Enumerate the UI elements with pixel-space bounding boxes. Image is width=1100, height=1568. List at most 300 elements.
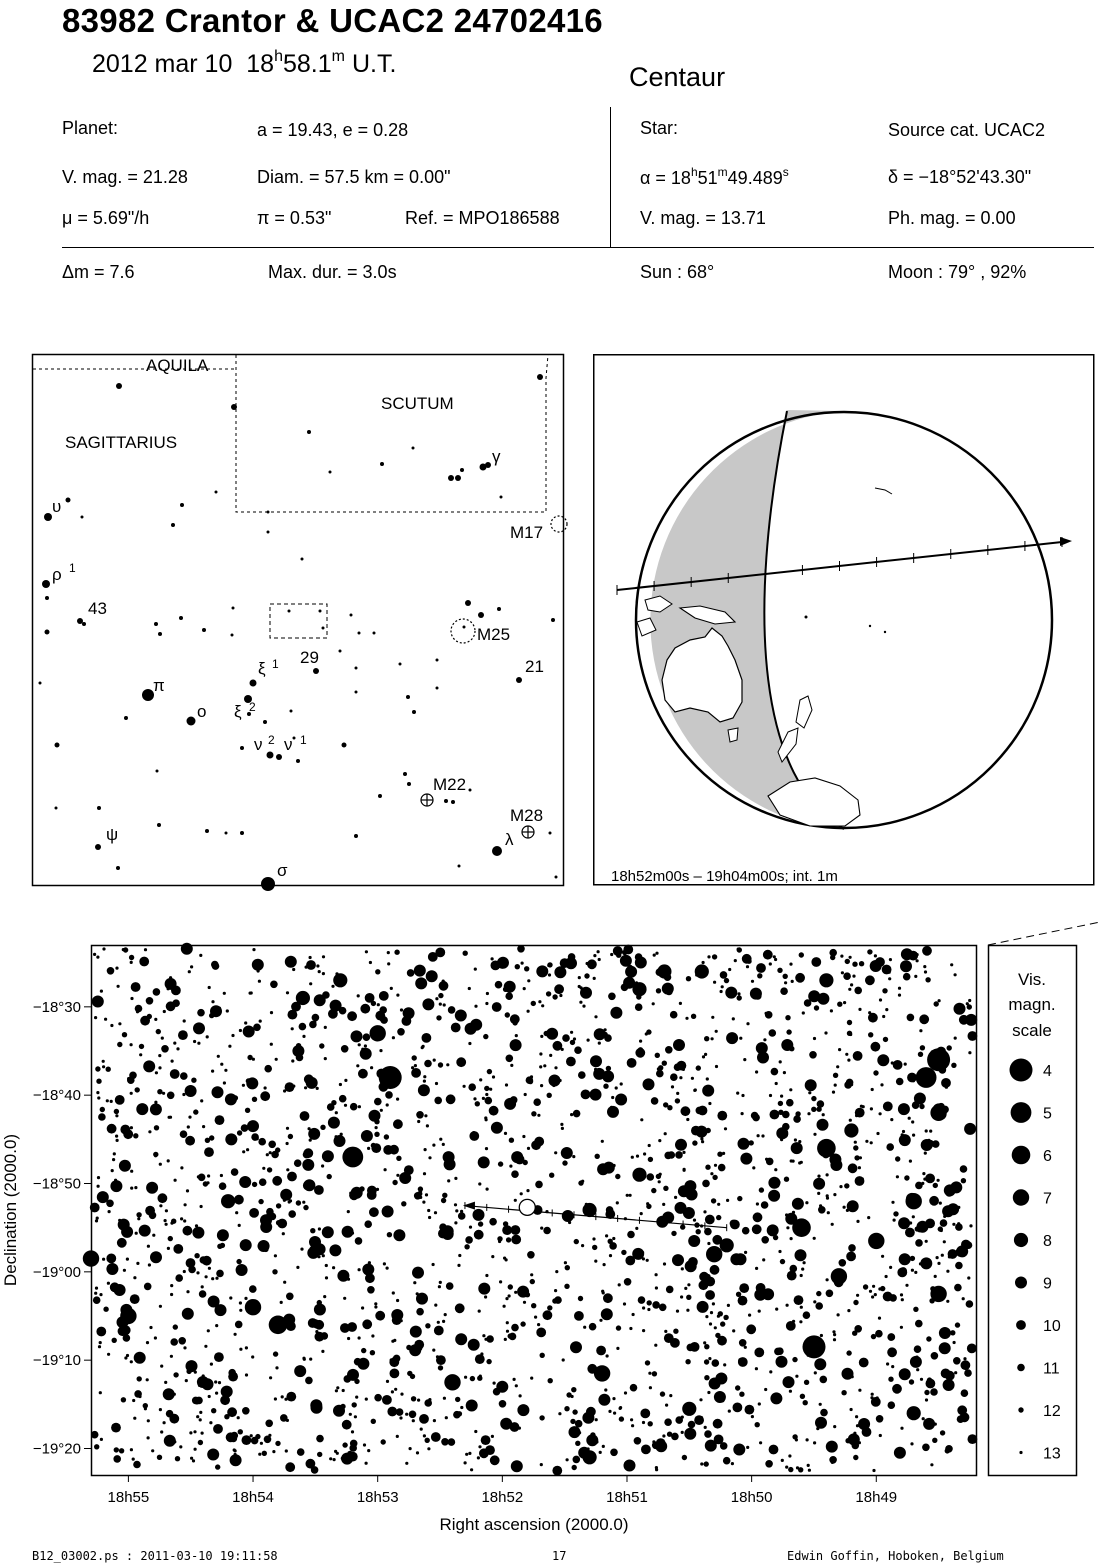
field-star xyxy=(539,1052,542,1055)
field-star xyxy=(888,977,891,980)
field-star xyxy=(123,947,128,952)
field-star xyxy=(710,1311,713,1314)
field-star xyxy=(653,954,656,957)
alpha-s-unit: s xyxy=(782,165,789,179)
field-star xyxy=(652,1440,655,1443)
field-star xyxy=(869,1290,872,1293)
field-star xyxy=(805,1079,817,1091)
field-star xyxy=(280,1189,292,1201)
detail-x-axis xyxy=(108,1475,898,1506)
field-star xyxy=(531,1140,541,1150)
field-star xyxy=(604,1028,607,1031)
field-star xyxy=(839,1259,847,1267)
field-star xyxy=(939,1327,951,1339)
field-star xyxy=(144,948,147,951)
field-star xyxy=(448,1006,456,1014)
field-star xyxy=(886,1143,894,1151)
field-star xyxy=(136,1212,141,1217)
field-star xyxy=(741,1112,744,1115)
field-star xyxy=(769,1094,772,1097)
field-star xyxy=(638,1047,643,1052)
field-star xyxy=(554,966,566,978)
field-star xyxy=(769,1370,772,1373)
field-star xyxy=(832,1091,835,1094)
field-star xyxy=(146,1182,158,1194)
field-star xyxy=(925,1129,928,1132)
field-star xyxy=(773,1235,778,1240)
field-star xyxy=(641,1251,644,1254)
field-star xyxy=(234,1333,237,1336)
field-star xyxy=(379,1049,382,1052)
bright-star xyxy=(83,1250,99,1266)
field-star xyxy=(610,1449,618,1457)
star-phmag: Ph. mag. = 0.00 xyxy=(888,208,1016,228)
field-star xyxy=(636,1155,639,1158)
field-star xyxy=(905,1228,915,1238)
bright-star xyxy=(907,1406,921,1420)
field-star xyxy=(786,1099,794,1107)
field-star xyxy=(303,1151,311,1159)
field-star xyxy=(578,1071,586,1079)
field-star xyxy=(715,1030,718,1033)
field-star xyxy=(893,1219,896,1222)
field-star xyxy=(139,957,149,967)
field-star xyxy=(681,1267,684,1270)
field-star xyxy=(608,1410,611,1413)
field-star xyxy=(174,1179,177,1182)
field-star xyxy=(814,1358,826,1370)
field-star xyxy=(608,1239,613,1244)
field-star xyxy=(877,1418,880,1421)
field-star xyxy=(332,1266,335,1269)
field-star xyxy=(269,1376,272,1379)
bright-star xyxy=(296,991,310,1005)
field-star xyxy=(855,1176,865,1186)
bright-star xyxy=(720,1238,734,1252)
field-star xyxy=(199,1290,207,1298)
field-star xyxy=(351,1430,354,1433)
field-star xyxy=(393,1229,405,1241)
field-star xyxy=(179,1445,182,1448)
field-star xyxy=(482,1334,485,1337)
x-tick-label: 18h55 xyxy=(107,1489,150,1506)
field-star xyxy=(482,1097,485,1100)
field-star xyxy=(469,1131,479,1141)
field-star xyxy=(865,1140,868,1143)
field-star xyxy=(474,1230,484,1240)
field-star xyxy=(705,1290,715,1300)
bright-star xyxy=(930,1105,946,1121)
finder-star xyxy=(276,754,282,760)
field-star xyxy=(539,1415,544,1420)
field-star xyxy=(843,1001,846,1004)
field-star xyxy=(853,1300,858,1305)
field-star xyxy=(113,1455,121,1463)
field-star xyxy=(419,1189,422,1192)
field-star xyxy=(148,1263,151,1266)
field-star xyxy=(519,1394,522,1397)
field-star xyxy=(714,1326,717,1329)
field-star xyxy=(520,1321,525,1326)
field-star xyxy=(603,1293,613,1303)
field-star xyxy=(850,1408,853,1411)
field-star xyxy=(499,1280,502,1283)
bright-star xyxy=(444,1374,460,1390)
field-star xyxy=(239,1176,251,1188)
bright-star xyxy=(930,1286,946,1302)
field-star xyxy=(854,987,862,995)
field-star xyxy=(905,1284,908,1287)
field-star xyxy=(549,1173,554,1178)
field-star xyxy=(853,1145,858,1150)
field-star xyxy=(354,1415,357,1418)
field-star xyxy=(155,1071,158,1074)
field-star xyxy=(342,1442,347,1447)
field-star xyxy=(883,1102,893,1112)
finder-star xyxy=(492,846,502,856)
field-star xyxy=(226,1009,229,1012)
field-star xyxy=(721,985,724,988)
field-star xyxy=(130,961,133,964)
field-star xyxy=(506,1330,509,1333)
field-star xyxy=(699,1272,709,1282)
field-star xyxy=(158,1193,168,1203)
finder-star xyxy=(322,627,325,630)
field-star xyxy=(92,996,104,1008)
field-star xyxy=(514,1291,517,1294)
field-star xyxy=(618,1283,621,1286)
field-star xyxy=(363,1443,366,1446)
field-star xyxy=(446,1094,456,1104)
field-star xyxy=(135,1087,140,1092)
field-star xyxy=(910,1442,913,1445)
field-star xyxy=(166,1410,174,1418)
field-star xyxy=(704,1359,709,1364)
field-star xyxy=(191,1078,196,1083)
field-star xyxy=(891,1365,894,1368)
field-star xyxy=(824,1031,827,1034)
field-star xyxy=(670,1338,680,1348)
field-star xyxy=(759,1187,764,1192)
finder-star xyxy=(42,580,50,588)
x-tick-label: 18h53 xyxy=(356,1489,399,1506)
field-star xyxy=(950,1330,955,1335)
field-star xyxy=(340,1133,343,1136)
field-star xyxy=(640,1212,643,1215)
field-star xyxy=(207,1329,210,1332)
field-star xyxy=(442,1193,447,1198)
field-star xyxy=(671,1433,679,1441)
field-star xyxy=(486,992,489,995)
field-star xyxy=(723,1457,731,1465)
field-star xyxy=(314,994,326,1006)
field-star xyxy=(554,1296,562,1304)
field-star xyxy=(194,1399,199,1404)
field-star xyxy=(817,1100,825,1108)
field-star xyxy=(443,1003,446,1006)
field-star xyxy=(621,1250,626,1255)
footer-file: B12_03002.ps : 2011-03-10 19:11:58 xyxy=(32,1549,278,1563)
field-star xyxy=(703,1341,706,1344)
finder-label: ν xyxy=(284,735,293,754)
field-star xyxy=(684,1180,696,1192)
field-star xyxy=(808,990,820,1002)
planet-vmag: V. mag. = 21.28 xyxy=(62,167,188,187)
finder-label: 2 xyxy=(249,700,256,714)
finder-star xyxy=(267,531,270,534)
field-star xyxy=(441,1198,446,1203)
field-star xyxy=(220,1395,230,1405)
field-star xyxy=(642,1306,645,1309)
field-star xyxy=(167,1159,170,1162)
field-star xyxy=(175,1456,180,1461)
field-star xyxy=(758,1402,761,1405)
field-star xyxy=(170,1069,180,1079)
field-star xyxy=(683,1207,695,1219)
field-star xyxy=(95,1287,98,1290)
field-star xyxy=(655,1440,667,1452)
field-star xyxy=(223,1081,226,1084)
field-star xyxy=(890,1118,893,1121)
field-star xyxy=(640,1118,643,1121)
field-star xyxy=(540,1035,543,1038)
field-star xyxy=(664,1330,667,1333)
field-star xyxy=(739,1283,749,1293)
field-star xyxy=(601,1314,604,1317)
field-star xyxy=(478,1310,481,1313)
field-star xyxy=(938,999,941,1002)
field-star xyxy=(236,1259,241,1264)
field-star xyxy=(859,961,864,966)
field-star xyxy=(704,1430,712,1438)
field-star xyxy=(346,1234,349,1237)
field-star xyxy=(752,1166,755,1169)
field-star xyxy=(736,1092,739,1095)
field-star xyxy=(211,1000,214,1003)
field-star xyxy=(258,1199,263,1204)
field-star xyxy=(327,1174,332,1179)
field-star xyxy=(610,1106,613,1109)
finder-star xyxy=(412,710,416,714)
field-star xyxy=(759,1441,762,1444)
field-star xyxy=(215,1392,218,1395)
field-star xyxy=(915,1320,923,1328)
field-star xyxy=(664,1152,672,1160)
field-star xyxy=(686,1295,691,1300)
field-star xyxy=(309,956,312,959)
field-star xyxy=(425,1063,428,1066)
field-star xyxy=(181,943,193,955)
finder-label: λ xyxy=(505,830,514,849)
field-star xyxy=(795,1375,798,1378)
field-star xyxy=(817,1119,829,1131)
field-star xyxy=(389,1145,399,1155)
field-star xyxy=(803,1261,806,1264)
field-star xyxy=(648,1144,651,1147)
field-star xyxy=(680,1295,683,1298)
field-star xyxy=(367,1147,370,1150)
field-star xyxy=(217,1244,222,1249)
field-star xyxy=(738,1357,748,1367)
field-star xyxy=(966,1300,974,1308)
field-star xyxy=(321,1332,329,1340)
finder-star xyxy=(307,430,311,434)
field-star xyxy=(246,1148,249,1151)
field-star xyxy=(341,1045,349,1053)
field-star xyxy=(510,1096,518,1104)
field-star xyxy=(854,1141,857,1144)
field-star xyxy=(833,1193,836,1196)
field-star xyxy=(322,1150,334,1162)
field-star xyxy=(887,1347,897,1357)
field-star xyxy=(929,1130,932,1133)
field-star xyxy=(770,1110,780,1120)
field-star xyxy=(342,1420,352,1430)
field-star xyxy=(814,1371,817,1374)
field-star xyxy=(119,1160,131,1172)
field-star xyxy=(183,1019,186,1022)
field-star xyxy=(540,1227,543,1230)
field-star xyxy=(184,1203,187,1206)
field-star xyxy=(439,1138,442,1141)
field-star xyxy=(586,962,589,965)
field-star xyxy=(691,1014,696,1019)
field-star xyxy=(288,1210,296,1218)
field-star xyxy=(748,1314,751,1317)
field-star xyxy=(595,1154,600,1159)
field-star xyxy=(102,1258,105,1261)
field-star xyxy=(316,1407,319,1410)
field-star xyxy=(527,1251,535,1259)
field-star xyxy=(954,1371,957,1374)
field-star xyxy=(578,1296,583,1301)
field-star xyxy=(484,1086,489,1091)
field-star xyxy=(147,1436,150,1439)
planet-parallax: π = 0.53" xyxy=(257,208,332,228)
field-star xyxy=(583,1326,586,1329)
field-star xyxy=(688,1421,696,1429)
field-star xyxy=(708,1102,711,1105)
field-star xyxy=(508,1284,513,1289)
finder-star xyxy=(171,523,175,527)
field-star xyxy=(888,1377,893,1382)
field-star xyxy=(816,1427,819,1430)
field-star xyxy=(490,1455,500,1465)
finder-star xyxy=(77,618,83,624)
field-star xyxy=(858,1389,861,1392)
field-star xyxy=(333,1458,336,1461)
field-star xyxy=(841,971,844,974)
field-star xyxy=(822,1113,825,1116)
field-star xyxy=(393,1339,396,1342)
field-star xyxy=(946,1300,949,1303)
field-star xyxy=(259,1178,267,1186)
field-star xyxy=(655,1468,658,1471)
field-star xyxy=(157,1455,162,1460)
field-star xyxy=(855,1415,858,1418)
field-star xyxy=(272,1450,275,1453)
constellation-name: Centaur xyxy=(629,62,726,92)
field-star xyxy=(704,1375,709,1380)
field-star xyxy=(864,1286,867,1289)
field-star xyxy=(364,1266,372,1274)
field-star xyxy=(724,1127,727,1130)
field-star xyxy=(792,1320,795,1323)
globe-caption: 18h52m00s – 19h04m00s; int. 1m xyxy=(611,868,838,885)
field-star xyxy=(897,1268,907,1278)
field-star xyxy=(159,1204,162,1207)
field-star xyxy=(321,1164,324,1167)
finder-star xyxy=(497,607,501,611)
field-star xyxy=(696,1065,701,1070)
field-star xyxy=(817,1192,820,1195)
field-star xyxy=(374,1119,379,1124)
field-star xyxy=(830,1159,842,1171)
max-duration: Max. dur. = 3.0s xyxy=(268,262,397,282)
field-star xyxy=(269,1151,272,1154)
field-star xyxy=(893,1211,898,1216)
field-star xyxy=(309,1358,312,1361)
field-star xyxy=(117,985,120,988)
field-star xyxy=(474,968,477,971)
field-star xyxy=(312,1014,320,1022)
field-star xyxy=(415,977,427,989)
field-star xyxy=(183,1219,186,1222)
field-star xyxy=(225,1133,237,1145)
field-star xyxy=(470,1376,475,1381)
field-star xyxy=(908,1117,911,1120)
field-star xyxy=(365,1398,368,1401)
field-star xyxy=(780,1095,783,1098)
finder-objects xyxy=(270,516,567,838)
field-star xyxy=(767,1224,779,1236)
field-star xyxy=(801,1268,804,1271)
field-star xyxy=(756,1283,766,1293)
field-star xyxy=(286,1293,294,1301)
field-star xyxy=(117,1042,122,1047)
field-star xyxy=(665,1046,673,1054)
finder-star xyxy=(339,650,342,653)
field-star xyxy=(539,1328,542,1331)
field-star xyxy=(302,1201,305,1204)
field-star xyxy=(756,1202,759,1205)
field-star xyxy=(525,1292,530,1297)
field-star xyxy=(323,1295,326,1298)
field-star xyxy=(515,1034,518,1037)
field-star xyxy=(218,1381,221,1384)
field-star xyxy=(641,1445,651,1455)
field-star xyxy=(819,1403,822,1406)
field-star xyxy=(592,1245,597,1250)
field-star xyxy=(552,994,557,999)
field-star xyxy=(275,1441,280,1446)
field-star xyxy=(169,1116,172,1119)
field-star xyxy=(817,1175,820,1178)
field-star xyxy=(198,1440,203,1445)
field-star xyxy=(367,1449,370,1452)
field-star xyxy=(455,1209,458,1212)
field-star xyxy=(336,1386,339,1389)
field-star xyxy=(387,962,390,965)
field-star xyxy=(339,1095,347,1103)
bright-star xyxy=(269,1316,288,1335)
field-star xyxy=(195,1228,203,1236)
legend-mag-label: 11 xyxy=(1043,1360,1060,1378)
field-star xyxy=(837,1002,842,1007)
bright-star xyxy=(817,1139,836,1158)
field-star xyxy=(424,1399,432,1407)
field-star xyxy=(615,1086,618,1089)
